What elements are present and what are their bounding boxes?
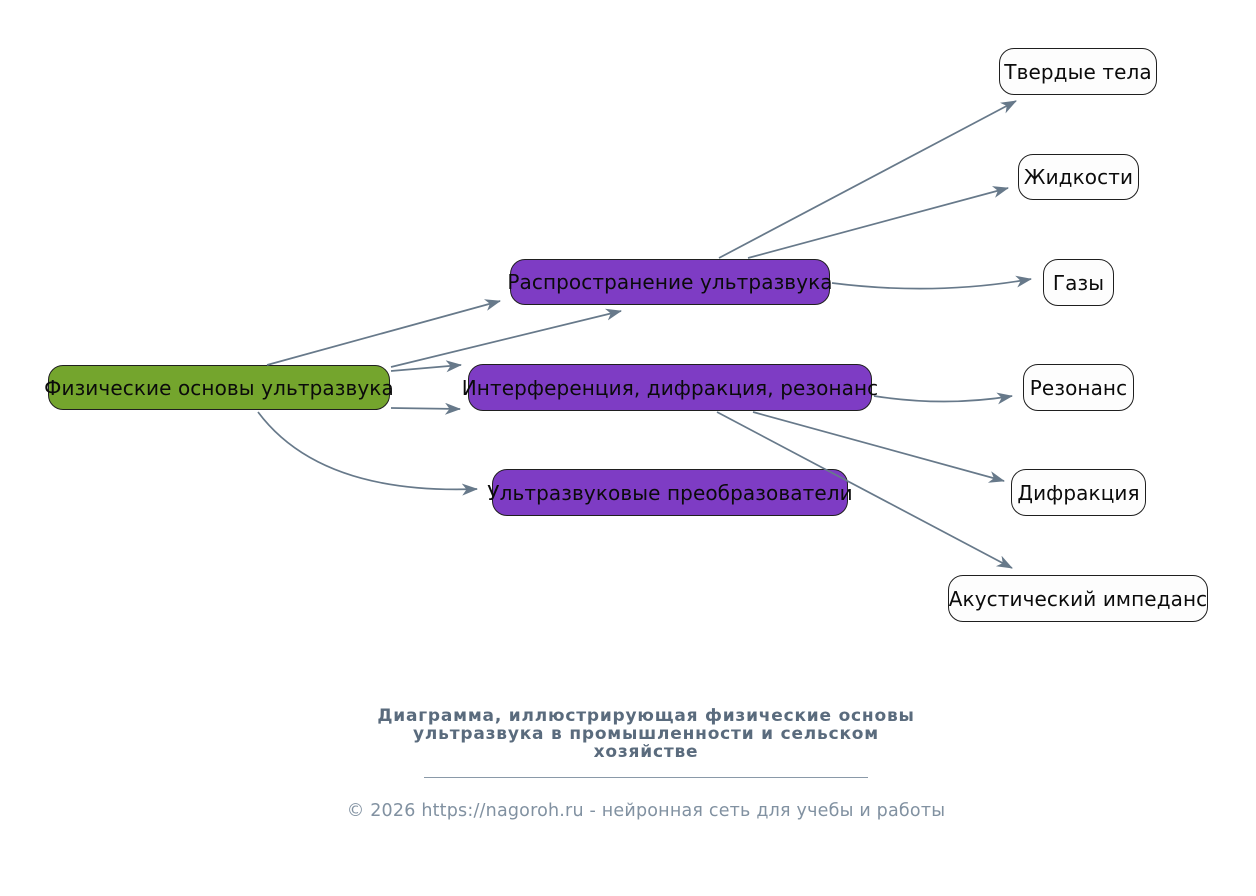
diagram-node-liquids <box>1018 154 1139 200</box>
node-label-diffraction: Дифракция <box>1017 480 1140 505</box>
edge-propagation-to-liquids <box>748 188 1008 258</box>
node-label-transducers: Ультразвуковые преобразователи <box>487 480 853 505</box>
diagram-node-solids <box>999 48 1157 95</box>
diagram-node-root <box>44 365 394 410</box>
node-label-solids: Твердые тела <box>1004 59 1152 84</box>
diagram-node-transducers <box>487 469 853 516</box>
caption-divider <box>424 777 868 778</box>
edge-root-to-propagation <box>391 311 621 367</box>
diagram-caption <box>366 707 926 761</box>
edge-interference-to-resonance <box>874 396 1012 402</box>
diagram-node-diffraction <box>1011 469 1146 516</box>
edge-root-to-transducers <box>258 412 477 489</box>
edge-propagation-to-solids <box>719 101 1016 258</box>
diagram-node-gases <box>1043 259 1114 306</box>
diagram-node-interference <box>461 364 879 411</box>
node-label-resonance: Резонанс <box>1029 375 1128 400</box>
node-label-root: Физические основы ультразвука <box>44 375 394 400</box>
caption-line: Диаграмма, иллюстрирующая физические основы <box>377 706 915 726</box>
edge-root-to-interference <box>391 365 461 371</box>
diagram-node-propagation <box>507 259 833 305</box>
node-label-propagation: Распространение ультразвука <box>507 270 833 294</box>
footer-credit: © 2026 https://nagoroh.ru - нейронная сеть для учебы и работы <box>346 801 946 821</box>
caption-line: хозяйстве <box>593 742 699 762</box>
diagram-node-impedance <box>948 575 1208 622</box>
node-label-gases: Газы <box>1052 270 1105 295</box>
edge-root-to-propagation <box>267 301 500 365</box>
node-label-liquids: Жидкости <box>1023 165 1134 189</box>
edge-propagation-to-gases <box>832 279 1031 289</box>
edge-root-to-interference <box>391 408 460 409</box>
node-label-impedance: Акустический импеданс <box>948 586 1208 611</box>
node-label-interference: Интерференция, дифракция, резонанс <box>461 375 879 400</box>
caption-line: ультразвука в промышленности и сельском <box>413 724 879 744</box>
diagram-node-resonance <box>1023 364 1134 411</box>
